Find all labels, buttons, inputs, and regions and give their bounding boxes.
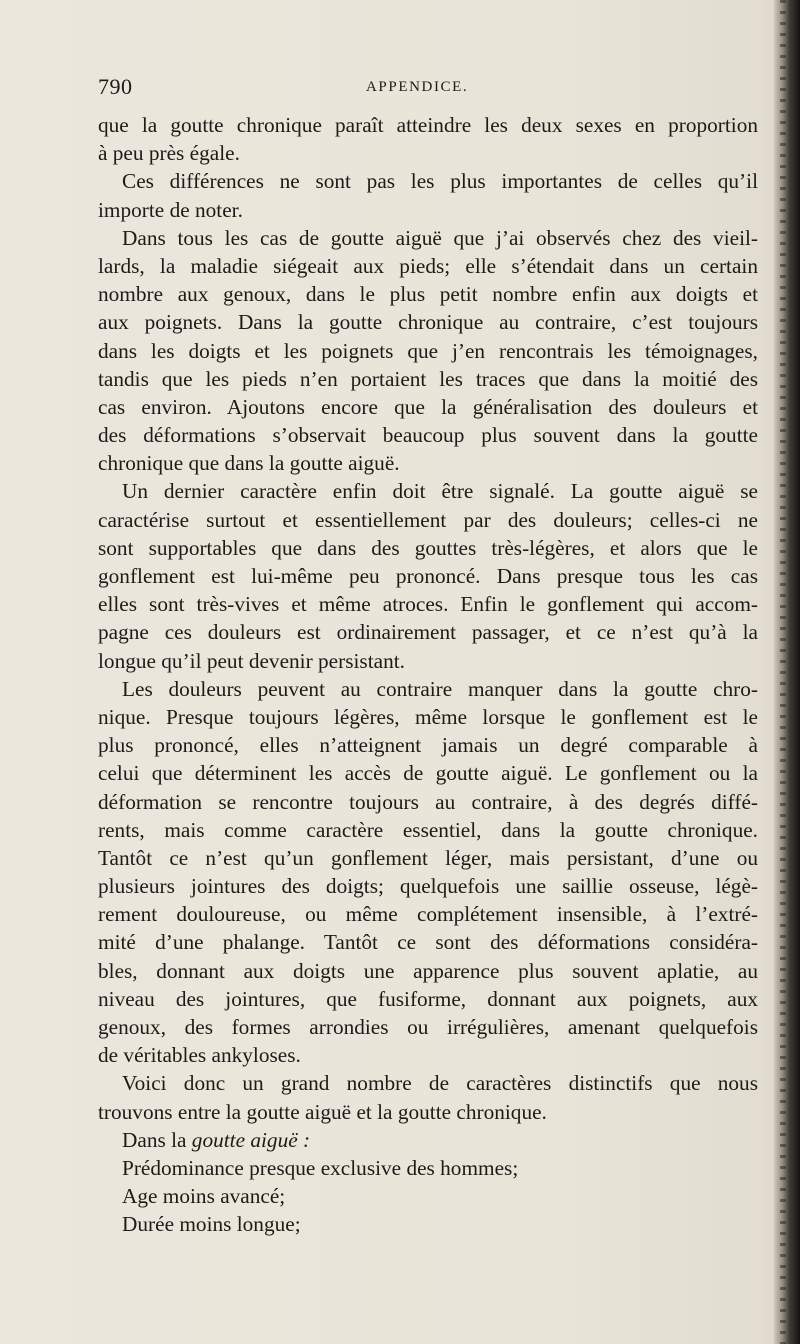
text-line: bles, donnant aux doigts une apparence plus souvent aplatie, au (98, 958, 758, 983)
text-line: pagne ces douleurs est ordinairement passager, et ce n’est qu’à la (98, 620, 758, 645)
text-line: Un dernier caractère enfin doit être signalé. La goutte aiguë se (122, 479, 758, 504)
text-line: Tantôt ce n’est qu’un gonflement léger, mais persistant, d’une ou (98, 845, 758, 870)
text-line: caractérise surtout et essentiellement par des douleurs; celles-ci ne (98, 507, 758, 532)
text-line: des déformations s’observait beaucoup plus souvent dans la goutte (98, 423, 758, 448)
text-line: tandis que les pieds n’en portaient les traces que dans la moitié des (98, 366, 758, 391)
text-line: Dans la goutte aiguë : (122, 1127, 311, 1152)
text-line: plusieurs jointures des doigts; quelquefois une saillie osseuse, légè- (98, 874, 758, 899)
text-line: cas environ. Ajoutons encore que la généralisation des douleurs et (98, 394, 758, 419)
text-line: plus prononcé, elles n’atteignent jamais un degré comparable à (98, 733, 758, 758)
page-number: 790 (98, 74, 133, 99)
text-line: Prédominance presque exclusive des hommes; (122, 1155, 519, 1180)
text-line: elles sont très-vives et même atroces. Enfin le gonflement qui accom- (98, 592, 758, 617)
text-line: rents, mais comme caractère essentiel, dans la goutte chronique. (98, 817, 758, 842)
running-head: APPENDICE. (366, 79, 469, 95)
italic-phrase: goutte aiguë : (191, 1127, 311, 1152)
text-line: niveau des jointures, que fusiforme, donnant aux poignets, aux (98, 986, 758, 1011)
text-line: genoux, des formes arrondies ou irrégulières, amenant quelquefois (98, 1015, 758, 1039)
text-line: de véritables ankyloses. (98, 1043, 301, 1068)
text-line: Dans tous les cas de goutte aiguë que j’ai observés chez des vieil- (122, 225, 758, 250)
book-binding-edge (774, 0, 800, 1344)
text-line: mité d’une phalange. Tantôt ce sont des déformations considéra- (98, 930, 758, 955)
text-line: Age moins avancé; (122, 1184, 286, 1209)
page-header (98, 74, 758, 104)
text-line: à peu près égale. (98, 141, 240, 166)
text-line: nique. Presque toujours légères, même lorsque le gonflement est le (98, 704, 758, 729)
text-line: Les douleurs peuvent au contraire manquer dans la goutte chro- (122, 676, 758, 701)
text-line: nombre aux genoux, dans le plus petit nombre enfin aux doigts et (98, 282, 758, 307)
text-line: dans les doigts et les poignets que j’en rencontrais les témoignages, (98, 338, 758, 363)
text-line: Ces différences ne sont pas les plus importantes de celles qu’il (122, 169, 758, 194)
text-line: importe de noter. (98, 197, 243, 222)
text-line: sont supportables que dans des gouttes très-légères, et alors que le (98, 535, 758, 560)
text-line: Voici donc un grand nombre de caractères distinctifs que nous (122, 1071, 758, 1096)
text-line: aux poignets. Dans la goutte chronique au contraire, c’est toujours (98, 310, 758, 335)
body-text (98, 111, 758, 1239)
text-line: longue qu’il peut devenir persistant. (98, 648, 405, 673)
text-line: que la goutte chronique paraît atteindre les deux sexes en proportion (98, 113, 758, 137)
text-line: rement douloureuse, ou même complétement insensible, à l’extré- (98, 902, 758, 927)
text-line: Durée moins longue; (122, 1212, 301, 1237)
text-line: déformation se rencontre toujours au contraire, à des degrés diffé- (98, 789, 758, 814)
text-line: gonflement est lui-même peu prononcé. Dans presque tous les cas (98, 564, 758, 588)
text-line: chronique que dans la goutte aiguë. (98, 451, 400, 476)
text-line: lards, la maladie siégeait aux pieds; elle s’étendait dans un certain (98, 253, 758, 278)
text-line: celui que déterminent les accès de goutte aiguë. Le gonflement ou la (98, 761, 758, 786)
text-line: trouvons entre la goutte aiguë et la goutte chronique. (98, 1099, 547, 1124)
